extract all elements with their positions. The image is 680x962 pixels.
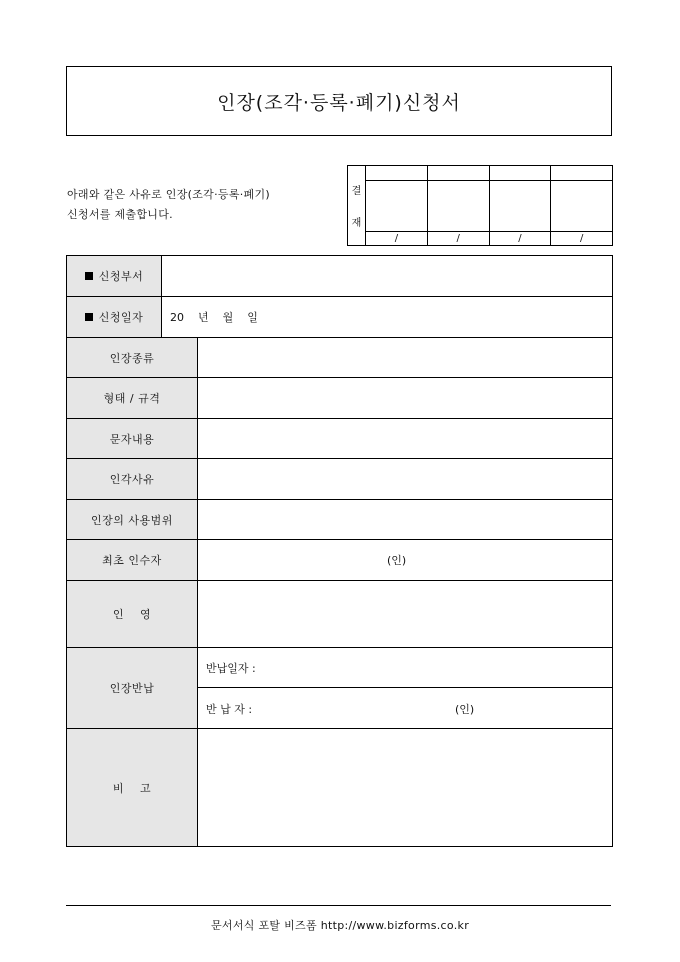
square-bullet-icon <box>85 313 93 321</box>
first-receiver-row <box>67 540 612 581</box>
return-date-label: 반납일자 : <box>206 661 256 675</box>
approval-column <box>551 166 612 245</box>
return-row <box>67 648 612 729</box>
title-box <box>66 66 612 136</box>
intro-line-2: 신청서를 제출합니다. <box>67 208 173 221</box>
dept-label-cell <box>67 256 162 296</box>
approval-column <box>490 166 552 245</box>
seal-type-row <box>67 338 612 378</box>
text-content-row <box>67 419 612 459</box>
dept-label: 신청부서 <box>98 270 144 283</box>
approval-title-cell[interactable] <box>428 166 489 181</box>
document-title: 인장(조각·등록·폐기)신청서 <box>217 91 461 114</box>
date-label-cell <box>67 297 162 337</box>
shape-label: 형태 / 규격 <box>67 378 198 418</box>
reason-label: 인각사유 <box>67 459 198 499</box>
first-receiver-field[interactable] <box>198 540 612 580</box>
approval-title-cell[interactable] <box>366 166 427 181</box>
shape-row <box>67 378 612 419</box>
approval-date-cell[interactable]: / <box>394 233 399 244</box>
dept-field[interactable] <box>162 256 612 296</box>
approval-title-cell[interactable] <box>490 166 551 181</box>
approval-date-cell[interactable]: / <box>579 233 584 244</box>
usage-label: 인장의 사용범위 <box>67 500 198 539</box>
approval-label-top: 결 <box>351 186 362 198</box>
application-form <box>66 255 613 847</box>
returner-seal-mark: (인) <box>455 702 475 716</box>
return-label: 인장반납 <box>67 648 198 728</box>
seal-type-label: 인장종류 <box>67 338 198 377</box>
reason-row <box>67 459 612 500</box>
approval-date-cell[interactable]: / <box>518 233 522 244</box>
returner-label: 반 납 자 : <box>206 702 253 716</box>
reason-field[interactable] <box>198 459 612 499</box>
impression-label: 인 영 <box>67 581 198 647</box>
returner-subrow <box>198 688 612 729</box>
returner-field[interactable] <box>206 688 612 729</box>
remarks-row <box>67 729 612 846</box>
seal-type-field[interactable] <box>198 338 612 377</box>
impression-field[interactable] <box>198 581 612 647</box>
footer-divider <box>66 905 611 906</box>
approval-label-bottom: 재 <box>351 217 362 229</box>
dept-row <box>67 256 612 297</box>
intro-text <box>67 185 327 225</box>
first-receiver-seal-mark: (인) <box>387 554 407 567</box>
remarks-label: 비 고 <box>67 729 198 846</box>
remarks-field[interactable] <box>198 729 612 846</box>
usage-row <box>67 500 612 540</box>
return-date-field[interactable] <box>206 648 612 687</box>
approval-date-cell[interactable]: / <box>456 233 460 244</box>
approval-title-cell[interactable] <box>551 166 612 181</box>
intro-line-1: 아래와 같은 사유로 인장(조각·등록·폐기) <box>67 188 270 201</box>
shape-field[interactable] <box>198 378 612 418</box>
return-date-subrow <box>198 648 612 688</box>
approval-sign-cell[interactable] <box>551 181 612 232</box>
approval-sign-cell[interactable] <box>490 181 551 232</box>
approval-sign-cell[interactable] <box>366 181 427 232</box>
impression-row <box>67 581 612 648</box>
approval-column <box>366 166 428 245</box>
first-receiver-label: 최초 인수자 <box>67 540 198 580</box>
approval-side-label <box>348 166 366 245</box>
usage-field[interactable] <box>198 500 612 539</box>
footer-text[interactable]: 문서서식 포탈 비즈폼 http://www.bizforms.co.kr <box>210 919 470 932</box>
text-content-label: 문자내용 <box>67 419 198 458</box>
text-content-field[interactable] <box>198 419 612 458</box>
approval-sign-cell[interactable] <box>428 181 489 232</box>
date-field[interactable]: 20 년 월 일 <box>170 311 258 324</box>
approval-box <box>347 165 613 246</box>
date-label: 신청일자 <box>98 311 144 324</box>
date-row <box>67 297 612 338</box>
square-bullet-icon <box>85 272 93 280</box>
approval-column <box>428 166 490 245</box>
